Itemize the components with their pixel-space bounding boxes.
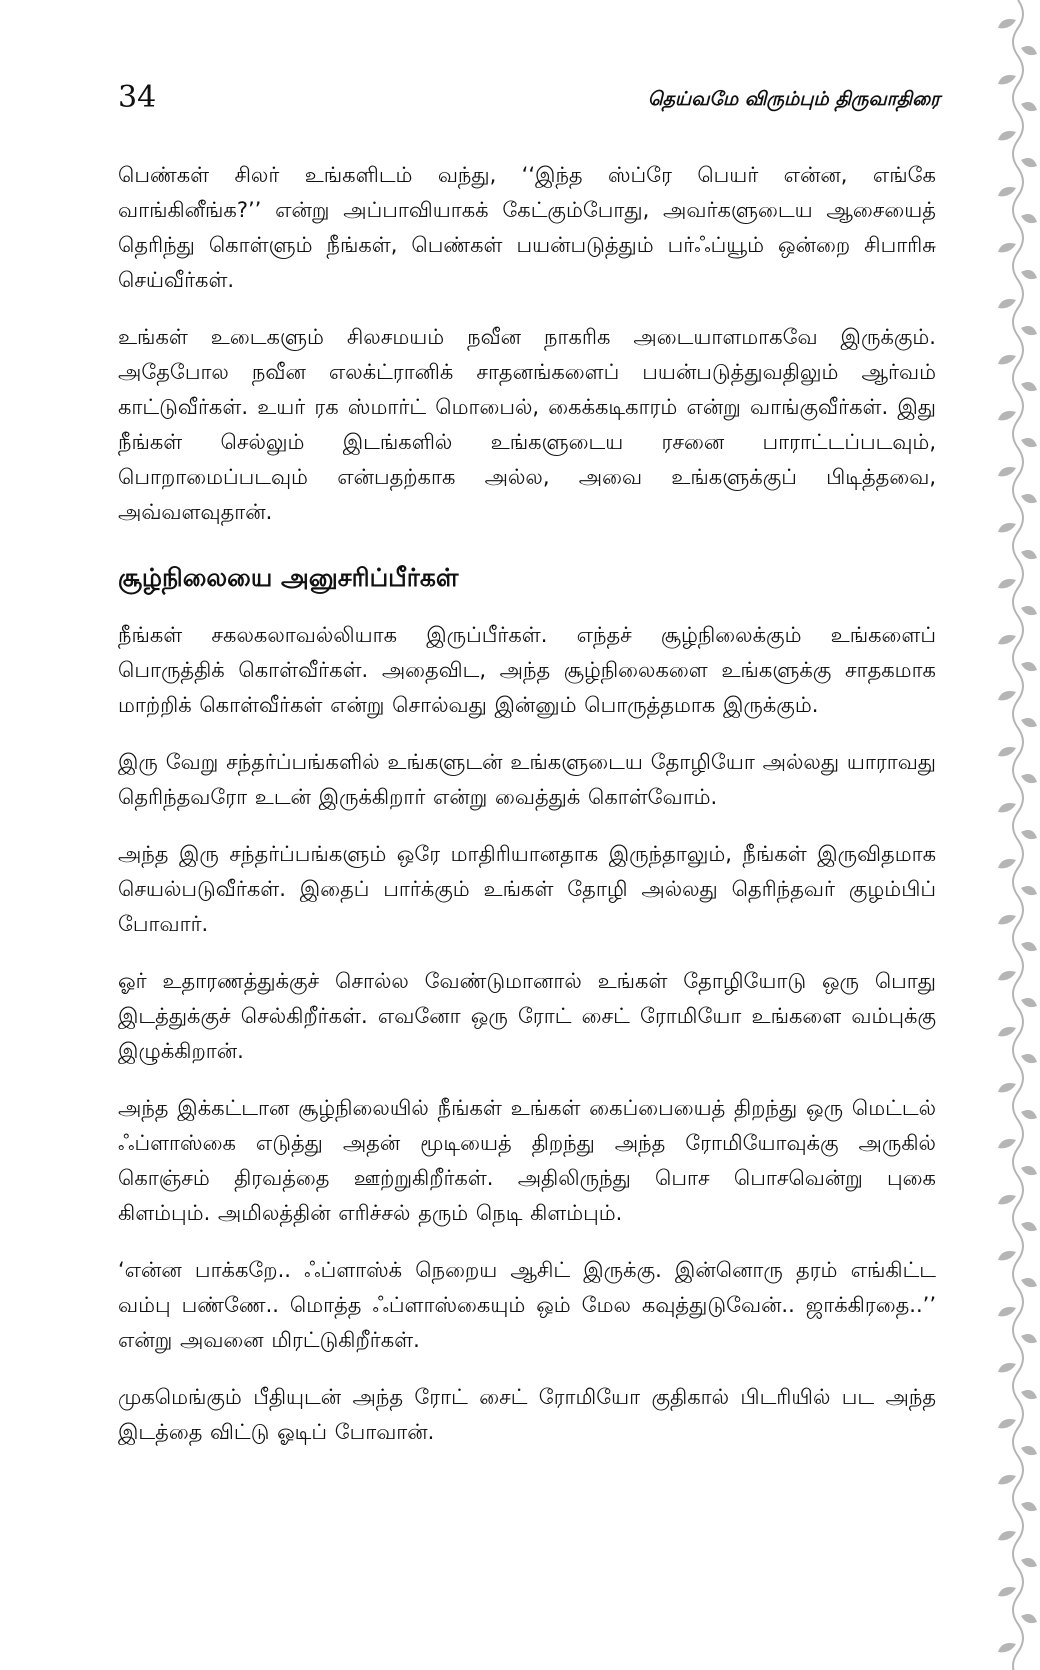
vine-leaf — [1021, 1054, 1037, 1063]
vine-leaf — [1021, 1558, 1037, 1567]
vine-leaf — [998, 579, 1016, 588]
vine-leaf — [1021, 158, 1037, 167]
vine-leaf — [998, 523, 1016, 532]
vine-leaf — [998, 1083, 1016, 1092]
vine-leaf — [998, 19, 1016, 28]
vine-leaf — [1021, 382, 1037, 391]
vine-leaf — [998, 747, 1016, 756]
vine-leaf — [998, 467, 1016, 476]
vine-leaf — [998, 635, 1016, 644]
vine-leaf — [998, 1587, 1016, 1596]
vine-leaf — [1021, 1110, 1037, 1119]
vine-leaf — [998, 1251, 1016, 1260]
vine-leaf — [1021, 1166, 1037, 1175]
page-body — [118, 158, 936, 1472]
page-number: 34 — [118, 80, 157, 115]
vine-leaf — [1021, 1502, 1037, 1511]
vine-leaf — [1021, 550, 1037, 559]
vine-leaf — [998, 187, 1016, 196]
vine-leaf — [998, 915, 1016, 924]
vine-leaf — [998, 1363, 1016, 1372]
vine-leaf — [998, 411, 1016, 420]
vine-leaf — [1021, 46, 1037, 55]
vine-leaf — [998, 1139, 1016, 1148]
vine-leaf — [1021, 718, 1037, 727]
vine-leaf — [1021, 326, 1037, 335]
paragraph: அந்த இரு சந்தர்ப்பங்களும் ஒரே மாதிரியானதாக இருந்தாலும், நீங்கள் இருவிதமாக செயல்படுவீர்கள். இதைப் பார்க்கும் உங்கள் தோழி அல்லது தெரிந்தவர் குழம்பிப் போவார். — [118, 842, 936, 936]
vine-leaf — [998, 859, 1016, 868]
vine-leaf — [998, 1419, 1016, 1428]
paragraph: ‘என்ன பாக்கறே.. ஃப்ளாஸ்க் நெறைய ஆசிட் இருக்கு. இன்னொரு தரம் எங்கிட்ட வம்பு பண்ணே.. மொத்த ஃப்ளாஸ்கையும் ஒம் மேல கவுத்துடுவேன்.. ஜாக்கிரதை..’’ என்று அவனை மிரட்டுகிறீர்கள். — [118, 1258, 936, 1352]
vine-leaf — [1021, 1390, 1037, 1399]
vine-leaf — [1021, 1614, 1037, 1623]
vine-leaf — [998, 299, 1016, 308]
paragraph: பெண்கள் சிலர் உங்களிடம் வந்து, ‘‘இந்த ஸ்ப்ரே பெயர் என்ன, எங்கே வாங்கினீங்க?’’ என்று அப்பாவியாகக் கேட்கும்போது, அவர்களுடைய ஆசையைத் தெரிந்து கொள்ளும் நீங்கள், பெண்கள் பயன்படுத்தும் பர்ஃப்யூம் ஒன்றை சிபாரிசு செய்வீர்கள். — [118, 163, 936, 292]
vine-leaf — [1021, 494, 1037, 503]
vine-leaf — [1021, 662, 1037, 671]
vine-leaf — [998, 1027, 1016, 1036]
vine-leaf — [998, 691, 1016, 700]
vine-leaf — [1021, 774, 1037, 783]
vine-leaf — [1021, 1222, 1037, 1231]
vine-stem — [1013, 0, 1023, 1670]
page-header — [118, 78, 940, 128]
vine-leaf — [1021, 998, 1037, 1007]
vine-leaf — [998, 243, 1016, 252]
paragraph: ஓர் உதாரணத்துக்குச் சொல்ல வேண்டுமானால் உங்கள் தோழியோடு ஒரு பொது இடத்துக்குச் செல்கிறீர்கள். எவனோ ஒரு ரோட் சைட் ரோமியோ உங்களை வம்புக்கு இழுக்கிறான். — [118, 969, 936, 1063]
vine-leaf — [998, 75, 1016, 84]
vine-leaf — [1021, 438, 1037, 447]
section-heading: சூழ்நிலையை அனுசரிப்பீர்கள் — [118, 563, 459, 592]
vine-leaf — [998, 1531, 1016, 1540]
vine-leaf — [998, 1643, 1016, 1652]
paragraph: அந்த இக்கட்டான சூழ்நிலையில் நீங்கள் உங்கள் கைப்பையைத் திறந்து ஒரு மெட்டல் ஃப்ளாஸ்கை எடுத்து அதன் மூடியைத் திறந்து அந்த ரோமியோவுக்கு அருகில் கொஞ்சம் திரவத்தை ஊற்றுகிறீர்கள். அதிலிருந்து பொச பொசவென்று புகை கிளம்பும். அமிலத்தின் எரிச்சல் தரும் நெடி கிளம்பும். — [118, 1096, 936, 1225]
vine-leaf — [1021, 1334, 1037, 1343]
vine-leaf — [1021, 1446, 1037, 1455]
leaf-vine-border-icon — [988, 0, 1040, 1670]
vine-leaf — [998, 971, 1016, 980]
paragraph: நீங்கள் சகலகலாவல்லியாக இருப்பீர்கள். எந்தச் சூழ்நிலைக்கும் உங்களைப் பொருத்திக் கொள்வீர்கள். அதைவிட, அந்த சூழ்நிலைகளை உங்களுக்கு சாதகமாக மாற்றிக் கொள்வீர்கள் என்று சொல்வது இன்னும் பொருத்தமாக இருக்கும். — [118, 623, 936, 717]
paragraph: முகமெங்கும் பீதியுடன் அந்த ரோட் சைட் ரோமியோ குதிகால் பிடரியில் பட அந்த இடத்தை விட்டு ஓடிப் போவான். — [118, 1385, 936, 1444]
vine-leaf — [998, 1307, 1016, 1316]
vine-leaf — [998, 131, 1016, 140]
vine-leaf — [998, 803, 1016, 812]
vine-leaf — [1021, 886, 1037, 895]
paragraph: உங்கள் உடைகளும் சிலசமயம் நவீன நாகரிக அடையாளமாகவே இருக்கும். அதேபோல நவீன எலக்ட்ரானிக் சாதனங்களைப் பயன்படுத்துவதிலும் ஆர்வம் காட்டுவீர்கள். உயர் ரக ஸ்மார்ட் மொபைல், கைக்கடிகாரம் என்று வாங்குவீர்கள். இது நீங்கள் செல்லும் இடங்களில் உங்களுடைய ரசனை பாராட்டப்படவும், பொறாமைப்படவும் என்பதற்காக அல்ல, அவை உங்களுக்குப் பிடித்தவை, அவ்வளவுதான். — [118, 325, 936, 524]
vine-leaf — [1021, 942, 1037, 951]
vine-leaf — [1021, 830, 1037, 839]
vine-leaf — [1021, 102, 1037, 111]
vine-leaf — [1021, 214, 1037, 223]
vine-leaf — [998, 355, 1016, 364]
vine-leaf — [998, 1475, 1016, 1484]
paragraph: இரு வேறு சந்தர்ப்பங்களில் உங்களுடன் உங்களுடைய தோழியோ அல்லது யாராவது தெரிந்தவரோ உடன் இருக்கிறார் என்று வைத்துக் கொள்வோம். — [118, 750, 936, 809]
vine-leaf — [1021, 606, 1037, 615]
vine-leaf — [1021, 270, 1037, 279]
vine-leaf — [1021, 1278, 1037, 1287]
vine-leaf — [998, 1195, 1016, 1204]
running-title: தெய்வமே விரும்பும் திருவாதிரை — [647, 88, 940, 110]
